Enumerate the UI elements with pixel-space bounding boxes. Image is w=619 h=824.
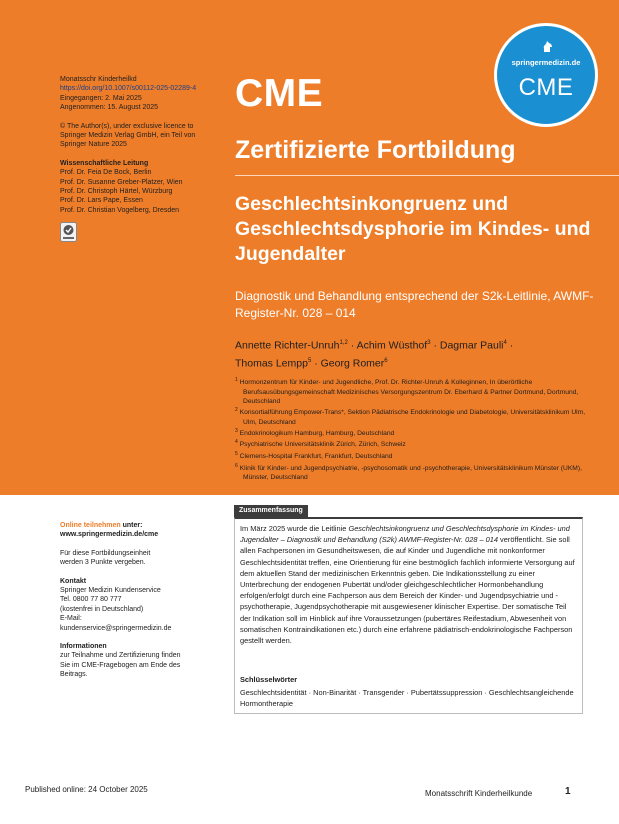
received-date: Eingegangen: 2. Mai 2025 bbox=[60, 94, 142, 102]
article-title: Geschlechtsinkongruenz und Geschlechtsdysphorie im Kindes- und Jugendalter bbox=[235, 193, 591, 265]
board-member: Prof. Dr. Christoph Härtel, Würzburg bbox=[60, 188, 173, 196]
info-text: Sie im CME-Fragebogen am Ende des bbox=[60, 661, 181, 669]
article-metadata bbox=[60, 75, 225, 246]
author-list: Annette Richter-Unruh$^{1,2}$ · Achim Wüsthof$^3$ · Dagmar Pauli$^4$ · Thomas Lempp$^5$ · Georg Romer$^6$ bbox=[235, 339, 514, 369]
page-number: 1 bbox=[565, 786, 571, 797]
affiliation: $^2$ Konsortialführung Empower-Trans*, Sektion Pädiatrische Endokrinologie und Diabetologie, Universitätsklinikum Ulm, Ulm, Deutschland bbox=[235, 407, 586, 426]
author-affil: 6 bbox=[384, 357, 388, 364]
article-subtitle: Diagnostik und Behandlung entsprechend der S2k-Leitlinie, AWMF-Register-Nr. 028 – 014 bbox=[235, 289, 594, 320]
cme-url[interactable]: www.springermedizin.de/cme bbox=[60, 531, 159, 539]
contact-email[interactable]: kundenservice@springermedizin.de bbox=[60, 624, 172, 632]
affiliation: $^6$ Klinik für Kinder- und Jugendpsychiatrie, -psychosomatik und -psychotherapie, Universitätsklinikum Münster (UKM), Münster, Deutschland bbox=[235, 462, 582, 482]
footer-journal: Monatsschrift Kinderheilkunde bbox=[425, 789, 533, 798]
points-info: Für diese Fortbildungseinheit bbox=[60, 549, 151, 557]
copyright-line: Springer Nature 2025 bbox=[60, 141, 127, 149]
published-online: Published online: 24 October 2025 bbox=[25, 785, 148, 794]
info-text: Beitrags. bbox=[60, 671, 88, 679]
contact-phone[interactable]: Tel. 0800 77 80 777 bbox=[60, 596, 122, 604]
board-member: Prof. Dr. Feia De Bock, Berlin bbox=[60, 169, 152, 177]
accepted-date: Angenommen: 15. August 2025 bbox=[60, 104, 159, 112]
affiliation: $^5$ Clemens-Hospital Frankfurt, Frankfurt, Deutschland bbox=[235, 451, 393, 461]
keywords-heading: Schlüsselwörter bbox=[240, 675, 298, 684]
cme-heading: CME bbox=[235, 72, 324, 115]
journal-abbrev: Monatsschr Kinderheilkd bbox=[60, 76, 137, 83]
online-participate: Online teilnehmen unter: bbox=[60, 522, 143, 529]
affiliation: $^1$ Hormonzentrum für Kinder- und Jugendliche, Prof. Dr. Richter-Unruh & Kolleginnen, In überörtliche Berufsausübungsgemeinschaft Medizinisches Versorgungszentrum Dr. Eberhard & Partner Dortmund, Dortmund, Deutschland bbox=[235, 377, 579, 405]
board-member: Prof. Dr. Susanne Greber-Platzer, Wien bbox=[60, 178, 183, 186]
springermedizin-cme-badge[interactable] bbox=[494, 23, 598, 127]
copyright-line: Springer Medizin Verlag GmbH, ein Teil von bbox=[60, 132, 196, 140]
author-affil: 5 bbox=[307, 357, 312, 364]
doi-link[interactable]: https://doi.org/10.1007/s00112-025-02289-4 bbox=[60, 85, 197, 93]
badge-label: CME bbox=[518, 74, 574, 101]
board-member: Prof. Dr. Lars Pape, Essen bbox=[60, 197, 143, 205]
author-name[interactable]: Dagmar Pauli bbox=[439, 339, 504, 352]
contact-name: Springer Medizin Kundenservice bbox=[60, 587, 161, 595]
zertifizierte-fortbildung: Zertifizierte Fortbildung bbox=[235, 136, 516, 164]
author-name[interactable]: Achim Wüsthof bbox=[356, 339, 428, 352]
header-divider bbox=[235, 175, 619, 176]
info-title: Informationen bbox=[60, 643, 107, 651]
author-name[interactable]: Thomas Lempp bbox=[235, 357, 308, 369]
badge-site: springermedizin.de bbox=[511, 58, 581, 67]
author-affil: 3 bbox=[427, 340, 431, 346]
contact-title: Kontakt bbox=[60, 577, 87, 585]
author-affil: 4 bbox=[503, 340, 507, 346]
keywords-list: Geschlechtsidentität · Non-Binarität · Transgender · Pubertätssuppression · Geschlechtsangleichende Hormontherapie bbox=[240, 688, 574, 708]
board-member: Prof. Dr. Christian Vogelberg, Dresden bbox=[60, 206, 180, 214]
contact-phone-note: (kostenfrei in Deutschland) bbox=[60, 605, 144, 613]
author-affil: 1,2 bbox=[339, 340, 348, 346]
info-text: zur Teilnahme und Zertifizierung finden bbox=[60, 652, 181, 660]
guideline-title: Geschlechtsinkongruenz und Geschlechtsdysphorie im Kindes- und Jugendalter – Diagnostik und Behandlung (S2k) AWMF-Register-Nr. 028 – 014 bbox=[240, 524, 570, 545]
check-for-updates-icon[interactable] bbox=[60, 222, 77, 242]
affiliation: $^3$ Endokrinologikum Hamburg, Hamburg, Deutschland bbox=[235, 427, 395, 438]
cme-sidebar bbox=[60, 521, 220, 680]
affiliation: $^4$ Psychiatrische Universitätsklinik Zürich, Zürich, Schweiz bbox=[235, 439, 406, 449]
summary-tab: Zusammenfassung bbox=[234, 505, 308, 517]
board-title: Wissenschaftliche Leitung bbox=[60, 159, 149, 167]
copyright-line: © The Author(s), under exclusive licence to bbox=[60, 122, 194, 130]
author-name[interactable]: Georg Romer bbox=[320, 357, 385, 369]
springer-knight-icon bbox=[540, 38, 556, 54]
points-info: werden 3 Punkte vergeben. bbox=[60, 559, 146, 567]
affiliation-list bbox=[235, 376, 600, 482]
abstract-text: Im März 2025 wurde die Leitlinie Geschlechtsinkongruenz und Geschlechtsdysphorie im Kindes- und Jugendalter – Diagnostik und Behandlung (S2k) AWMF-Register-Nr. 028 – 014 veröffentlicht. Sie soll allen Fachpersonen im Gesundheitswesen, die auf Kinder und Jugendliche mit nonkonformer Geschlechtsidentität treffen, eine Orientierung für eine bestmöglich fachlich informierte Versorgung auf dem aktuellen Stand der medizinischen Erkenntnis geben. Die Indikationsstellung zu einer Unterbrechung der endogenen Pubertät und/oder gleichgeschlechtlicher Hormonbehandlung erfolgen/erfolgt durch eine Fachperson aus dem Bereich der Kinder- und Jugendpsychiatrie und -psychotherapie, Jugendpsychotherapie mit ausgewiesener klinischer Expertise. Der somatische Teil der Indikation soll im Hinblick auf ihre Voraussetzungen (pubertäres Reifestadium, Abwesenheit von somatischen Kontraindikationen etc.) durch eine erfahrene pädiatrisch-endokrinologische Fachperson gestellt werden. bbox=[240, 524, 575, 646]
contact-email-label: E-Mail: bbox=[60, 615, 82, 623]
author-name[interactable]: Annette Richter-Unruh bbox=[235, 339, 340, 352]
